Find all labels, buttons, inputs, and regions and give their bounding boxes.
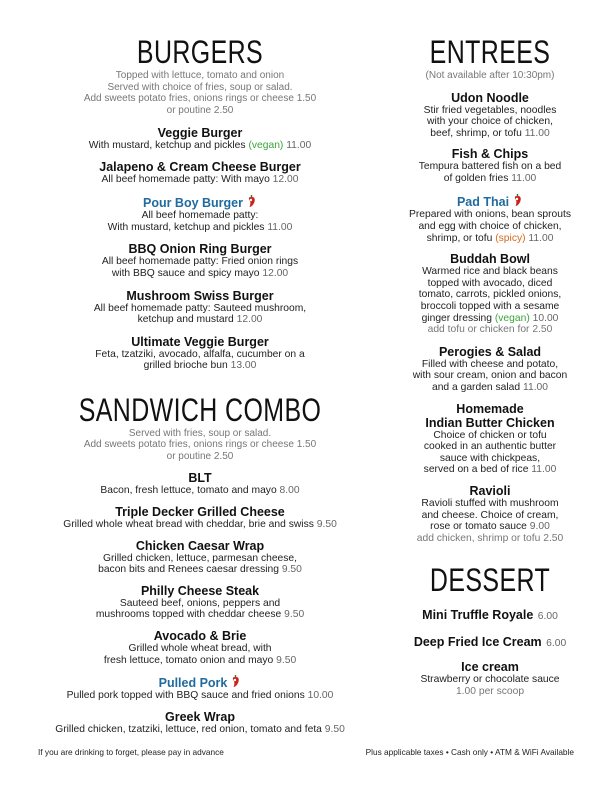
menu-item-avocado-brie: Avocado & Brie Grilled whole wheat bread, with fresh lettuce, tomato onion and mayo 9.50: [103, 629, 297, 666]
menu-item-deep-fried-ice-cream: Deep Fried Ice Cream 6.00: [413, 635, 567, 650]
menu-item-pad-thai: Pad Thai Prepared with onions, bean sprouts and egg with choice of chicken, shrimp, or tofu (spicy) 11.00: [409, 195, 571, 244]
footer-note: If you are drinking to forget, please pay in advance: [38, 747, 224, 757]
menu-item-pulled-pork: Pulled Pork Pulled pork topped with BBQ sauce and fried onions 10.00: [66, 676, 334, 702]
menu-item-jalapeno-burger: Jalapeno & Cream Cheese Burger All beef homemade patty: With mayo 12.00: [99, 159, 301, 185]
menu-item-bbq-onion-ring-burger: BBQ Onion Ring Burger All beef homemade patty: Fried onion rings with BBQ sauce and spicy mayo 12.00: [101, 242, 299, 279]
sandwich-combo-section: [30, 391, 370, 735]
menu-item-philly-cheese-steak: Philly Cheese Steak Sauteed beef, onions, peppers and mushrooms topped with cheddar cheese 9.50: [95, 583, 305, 621]
menu-item-udon-noodle: Udon Noodle Stir fried vegetables, noodles with your choice of chicken, beef, shrimp, or tofu 11.00: [423, 90, 557, 139]
burgers-section: [30, 36, 370, 372]
sandwich-combo-title: SANDWICH COMBO: [78, 391, 322, 428]
menu-item-blt: BLT Bacon, fresh lettuce, tomato and mayo 8.00: [100, 471, 300, 497]
chili-pepper-icon: [246, 194, 257, 208]
dessert-title: DESSERT: [429, 562, 551, 599]
menu-item-buddah-bowl: Buddah Bowl Warmed rice and black beans topped with avocado, diced tomato, carrots, pickled onions, broccoli topped with a sesame ginger dressing (vegan) 10.00 add tofu or chicken for 2.50: [418, 252, 562, 336]
menu-item-pour-boy-burger: Pour Boy Burger All beef homemade patty: With mustard, ketchup and pickles 11.00: [107, 196, 293, 233]
sandwich-combo-subtitle: Served with fries, soup or salad. Add sweets potato fries, onions rings or cheese 1.50 or poutine 2.50: [83, 427, 317, 462]
menu-item-veggie-burger: Veggie Burger With mustard, ketchup and pickles (vegan) 11.00: [88, 126, 312, 151]
menu-item-ravioli: Ravioli Ravioli stuffed with mushroom and cheese. Choice of cream, rose or tomato sauce 9.00 add chicken, shrimp or tofu 2.50: [416, 483, 564, 544]
chili-pepper-icon: [230, 674, 241, 688]
entrees-subtitle: (Not available after 10:30pm): [425, 70, 555, 81]
menu-item-fish-chips: Fish & Chips Tempura battered fish on a bed of golden fries 11.00: [418, 147, 562, 184]
menu-item-greek-wrap: Greek Wrap Grilled chicken, tzatziki, lettuce, red onion, tomato and feta 9.50: [55, 709, 345, 735]
menu-item-mini-truffle: Mini Truffle Royale 6.00: [422, 608, 558, 623]
entrees-section: [390, 36, 590, 544]
dessert-section: [390, 564, 590, 697]
menu-item-triple-decker: Triple Decker Grilled Cheese Grilled whole wheat bread with cheddar, brie and swiss 9.50: [63, 505, 337, 531]
burgers-subtitle: Topped with lettuce, tomato and onion Served with choice of fries, soup or salad. Add sweets potato fries, onions rings or cheese 1.50 or poutine 2.50: [83, 70, 317, 116]
chili-pepper-icon: [512, 193, 523, 207]
menu-item-ice-cream: Ice cream Strawberry or chocolate sauce 1.00 per scoop: [420, 660, 560, 697]
right-column: [390, 0, 590, 698]
burgers-title: BURGERS: [136, 34, 264, 70]
entrees-title: ENTREES: [429, 34, 551, 70]
menu-item-perogies-salad: Perogies & Salad Filled with cheese and potato, with sour cream, onion and bacon and a garden salad 11.00: [412, 344, 568, 393]
menu-item-butter-chicken: Homemade Indian Butter Chicken Choice of chicken or tofu cooked in an authentic butter sauce with chickpeas, served on a bed of rice 11.00: [423, 401, 557, 476]
menu-item-chicken-caesar-wrap: Chicken Caesar Wrap Grilled chicken, lettuce, parmesan cheese, bacon bits and Renees caesar dressing 9.50: [98, 538, 302, 576]
footer-info: Plus applicable taxes • Cash only • ATM & WiFi Available: [365, 747, 574, 757]
menu-item-mushroom-swiss-burger: Mushroom Swiss Burger All beef homemade patty: Sauteed mushroom, ketchup and mustard 12.00: [93, 288, 307, 326]
menu-item-ultimate-veggie-burger: Ultimate Veggie Burger Feta, tzatziki, avocado, alfalfa, cucumber on a grilled brioche bun 13.00: [95, 334, 305, 372]
left-column: [30, 0, 370, 735]
